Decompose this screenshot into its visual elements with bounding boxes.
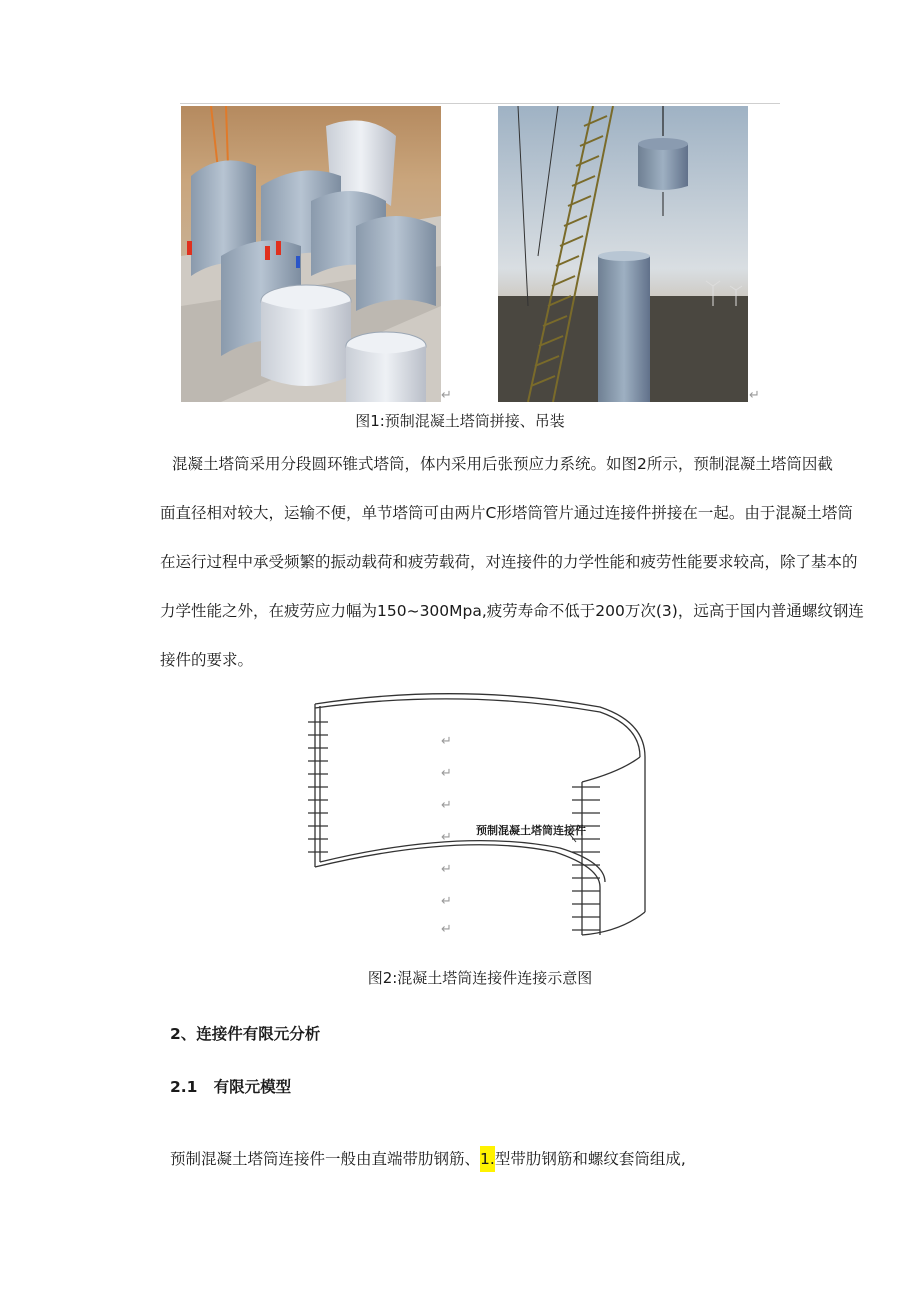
return-mark: ↵ [441, 862, 452, 877]
paragraph-line: 力学性能之外，在疲劳应力幅为150~300Mpa,疲劳寿命不低于200万次(3)，远高于国内普通螺纹钢连 [160, 602, 864, 620]
paragraph-1 [160, 440, 864, 685]
paragraph-line: 接件的要求。 [160, 651, 254, 669]
return-mark: ↵ [441, 734, 452, 749]
paragraph-line: 混凝土塔筒采用分段圆环锥式塔筒，体内采用后张预应力系统。如图2所示，预制混凝土塔筒因截 [172, 455, 833, 473]
paragraph-line: 面直径相对较大，运输不便，单节塔筒可由两片C形塔筒管片通过连接件拼接在一起。由于混凝土塔筒 [160, 504, 853, 522]
paragraph-text: 型带肋钢筋和螺纹套筒组成, [494, 1150, 686, 1168]
return-mark: ↵ [441, 798, 452, 813]
connector-label: 预制混凝土塔筒连接件 [476, 824, 586, 837]
figure-rule [180, 103, 780, 104]
precast-segments-photo [181, 106, 441, 402]
return-mark: ↵ [749, 388, 760, 403]
return-mark: ↵ [441, 766, 452, 781]
return-mark: ↵ [441, 922, 452, 937]
return-mark: ↵ [441, 830, 452, 845]
paragraph-2 [170, 1147, 686, 1169]
subsection-heading: 2.1 有限元模型 [170, 1078, 292, 1096]
figure1-caption: 图1:预制混凝土塔筒拼接、吊装 [355, 412, 565, 430]
crane-lift-photo [498, 106, 748, 402]
figure2-caption: 图2:混凝土塔筒连接件连接示意图 [367, 969, 593, 987]
section-heading: 2、连接件有限元分析 [170, 1025, 321, 1043]
connector-diagram [300, 682, 650, 947]
paragraph-text: 预制混凝土塔筒连接件一般由直端带肋钢筋、 [170, 1150, 481, 1168]
highlighted-text: 1. [480, 1146, 495, 1172]
return-mark: ↵ [441, 894, 452, 909]
return-mark: ↵ [441, 388, 452, 403]
paragraph-line: 在运行过程中承受频繁的振动载荷和疲劳载荷，对连接件的力学性能和疲劳性能要求较高，除了基本的 [160, 553, 858, 571]
